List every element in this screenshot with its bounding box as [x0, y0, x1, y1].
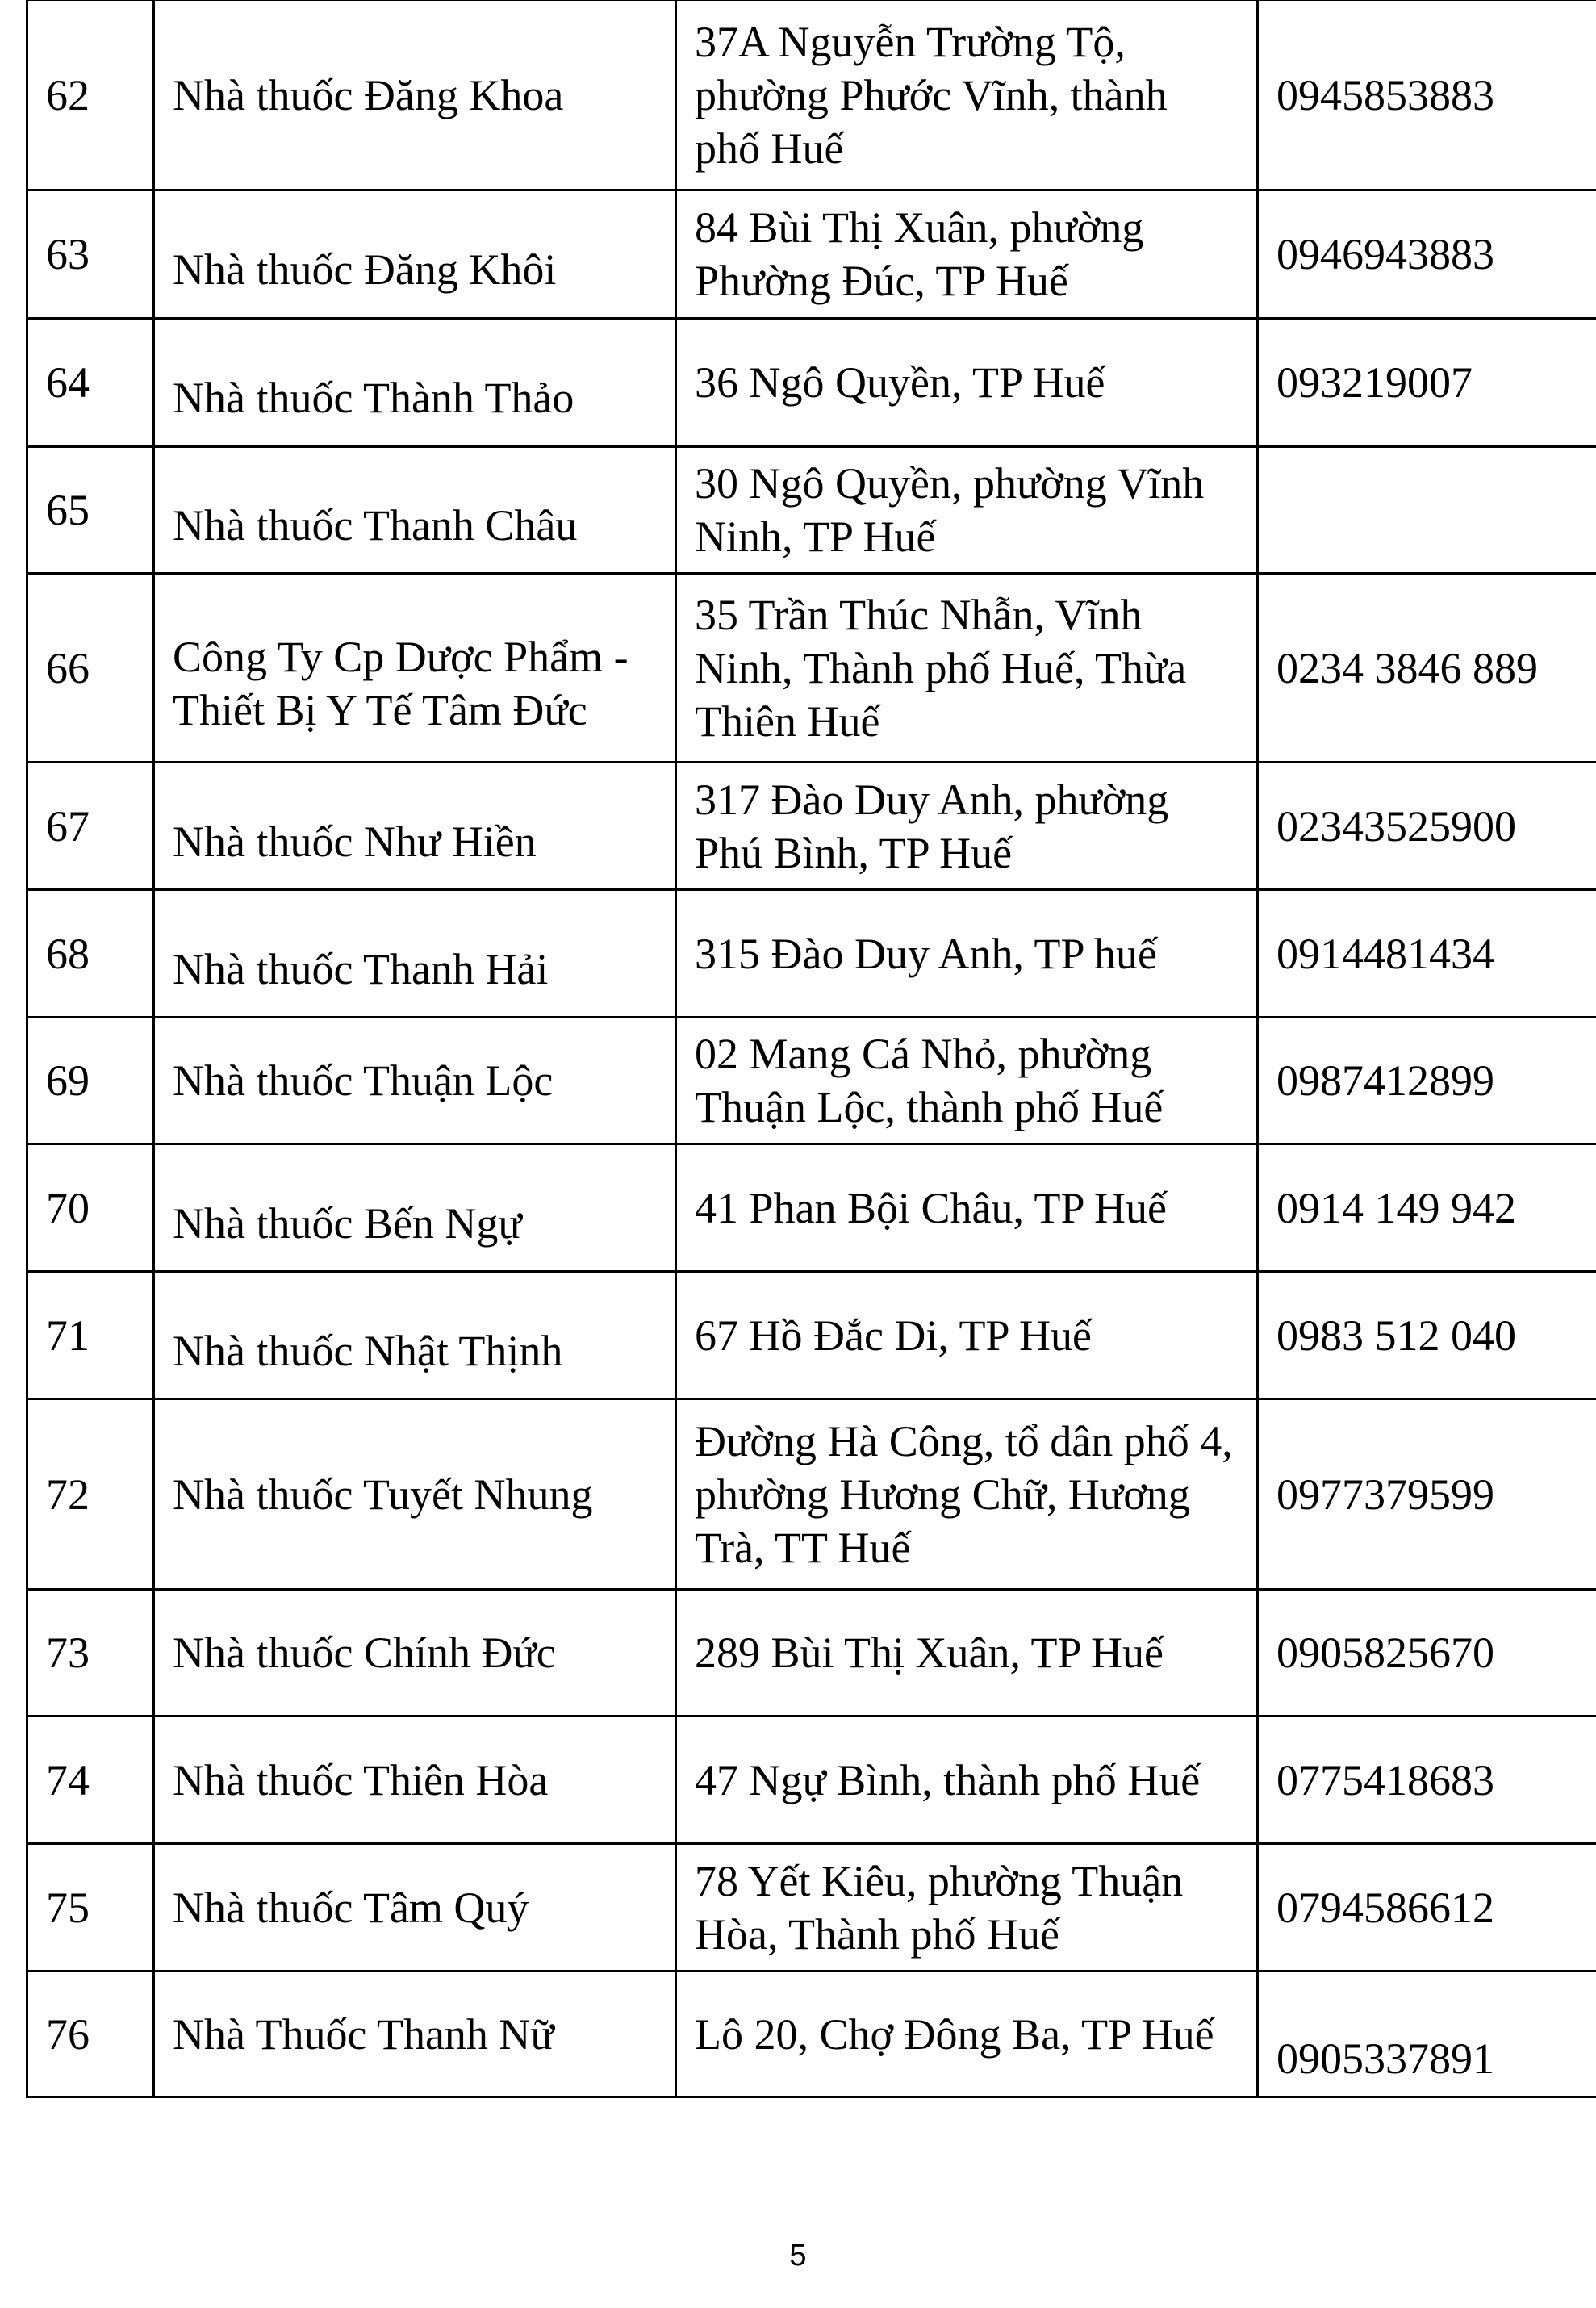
row-number: 64: [27, 319, 154, 447]
table-row: [27, 1272, 1596, 1399]
pharmacy-address: 37A Nguyễn Trường Tộ, phường Phước Vĩnh, thành phố Huế: [676, 0, 1258, 190]
table-row: [27, 1971, 1596, 2097]
pharmacy-name: Nhà thuốc Đăng Khoa: [154, 0, 676, 190]
pharmacy-name: Nhà thuốc Thuận Lộc: [154, 1018, 676, 1144]
pharmacy-phone: 0987412899: [1258, 1018, 1596, 1144]
pharmacy-name-cell: [154, 319, 676, 447]
pharmacy-phone: 02343525900: [1258, 763, 1596, 890]
row-number: 75: [27, 1844, 154, 1971]
pharmacy-name: Nhà thuốc Thiên Hòa: [154, 1716, 676, 1844]
table-row: [27, 0, 1596, 190]
pharmacy-table: [26, 0, 1596, 2098]
pharmacy-name-cell: [154, 447, 676, 574]
pharmacy-name: Công Ty Cp Dược Phẩm - Thiết Bị Y Tế Tâm Đức: [173, 632, 629, 734]
pharmacy-address: Đường Hà Công, tổ dân phố 4, phường Hương Chữ, Hương Trà, TT Huế: [676, 1399, 1258, 1590]
row-number: 65: [27, 447, 154, 574]
pharmacy-address: 47 Ngự Bình, thành phố Huế: [676, 1716, 1258, 1844]
pharmacy-name: Nhà thuốc Thành Thảo: [173, 374, 574, 422]
row-number: 67: [27, 763, 154, 890]
pharmacy-phone: 0914481434: [1258, 890, 1596, 1018]
pharmacy-address: 84 Bùi Thị Xuân, phường Phường Đúc, TP Huế: [676, 190, 1258, 319]
row-number: 68: [27, 890, 154, 1018]
pharmacy-phone: 0234 3846 889: [1258, 574, 1596, 763]
pharmacy-name-cell: [154, 574, 676, 763]
pharmacy-address: 41 Phan Bội Châu, TP Huế: [676, 1144, 1258, 1272]
pharmacy-phone: 0905337891: [1276, 2034, 1494, 2083]
pharmacy-phone: 0983 512 040: [1258, 1272, 1596, 1399]
pharmacy-name: Nhà thuốc Chính Đức: [154, 1590, 676, 1716]
pharmacy-address: 36 Ngô Quyền, TP Huế: [676, 319, 1258, 447]
pharmacy-phone: [1258, 447, 1596, 574]
pharmacy-address: 289 Bùi Thị Xuân, TP Huế: [676, 1590, 1258, 1716]
row-number: 62: [27, 0, 154, 190]
pharmacy-name-cell: [154, 763, 676, 890]
pharmacy-name: Nhà thuốc Đăng Khôi: [173, 245, 557, 294]
table-row: [27, 574, 1596, 763]
pharmacy-name: Nhà thuốc Như Hiền: [173, 817, 537, 866]
table-row: [27, 890, 1596, 1018]
table-row: [27, 1844, 1596, 1971]
row-number: 73: [27, 1590, 154, 1716]
pharmacy-name: Nhà thuốc Bến Ngự: [173, 1198, 522, 1248]
pharmacy-address: 30 Ngô Quyền, phường Vĩnh Ninh, TP Huế: [676, 447, 1258, 574]
pharmacy-name-cell: [154, 1144, 676, 1272]
pharmacy-name-cell: [154, 1272, 676, 1399]
row-number: 63: [27, 190, 154, 319]
pharmacy-name: Nhà thuốc Thanh Hải: [173, 944, 549, 993]
pharmacy-address: 78 Yết Kiêu, phường Thuận Hòa, Thành phố Huế: [676, 1844, 1258, 1971]
pharmacy-table-body: [27, 0, 1596, 2097]
table-row: [27, 1018, 1596, 1144]
row-number: 72: [27, 1399, 154, 1590]
table-row: [27, 319, 1596, 447]
table-row: [27, 190, 1596, 319]
pharmacy-phone: 0945853883: [1258, 0, 1596, 190]
pharmacy-address: Lô 20, Chợ Đông Ba, TP Huế: [676, 1971, 1258, 2097]
table-row: [27, 1590, 1596, 1716]
pharmacy-phone: 0914 149 942: [1258, 1144, 1596, 1272]
pharmacy-address: 67 Hồ Đắc Di, TP Huế: [676, 1272, 1258, 1399]
row-number: 69: [27, 1018, 154, 1144]
table-row: [27, 763, 1596, 890]
pharmacy-name: Nhà thuốc Tâm Quý: [154, 1844, 676, 1971]
pharmacy-name: Nhà thuốc Tuyết Nhung: [154, 1399, 676, 1590]
row-number: 74: [27, 1716, 154, 1844]
pharmacy-name-cell: [154, 190, 676, 319]
pharmacy-phone: 0905825670: [1258, 1590, 1596, 1716]
pharmacy-name: Nhà Thuốc Thanh Nữ: [154, 1971, 676, 2097]
pharmacy-phone: 093219007: [1258, 319, 1596, 447]
row-number: 70: [27, 1144, 154, 1272]
pharmacy-phone: 0794586612: [1258, 1844, 1596, 1971]
pharmacy-address: 02 Mang Cá Nhỏ, phường Thuận Lộc, thành phố Huế: [676, 1018, 1258, 1144]
pharmacy-name: Nhà thuốc Thanh Châu: [173, 501, 578, 550]
table-row: [27, 447, 1596, 574]
row-number: 66: [27, 574, 154, 763]
pharmacy-phone: 0977379599: [1258, 1399, 1596, 1590]
page-number: 5: [789, 2239, 807, 2272]
pharmacy-address: 317 Đào Duy Anh, phường Phú Bình, TP Huế: [676, 763, 1258, 890]
pharmacy-address: 35 Trần Thúc Nhẫn, Vĩnh Ninh, Thành phố Huế, Thừa Thiên Huế: [676, 574, 1258, 763]
pharmacy-address: 315 Đào Duy Anh, TP huế: [676, 890, 1258, 1018]
pharmacy-name-cell: [154, 890, 676, 1018]
table-row: [27, 1399, 1596, 1590]
pharmacy-phone: 0775418683: [1258, 1716, 1596, 1844]
row-number: 71: [27, 1272, 154, 1399]
row-number: 76: [27, 1971, 154, 2097]
pharmacy-phone: 0946943883: [1258, 190, 1596, 319]
table-row: [27, 1144, 1596, 1272]
pharmacy-name: Nhà thuốc Nhật Thịnh: [173, 1326, 563, 1375]
pharmacy-phone-cell: [1258, 1971, 1596, 2097]
table-row: [27, 1716, 1596, 1844]
